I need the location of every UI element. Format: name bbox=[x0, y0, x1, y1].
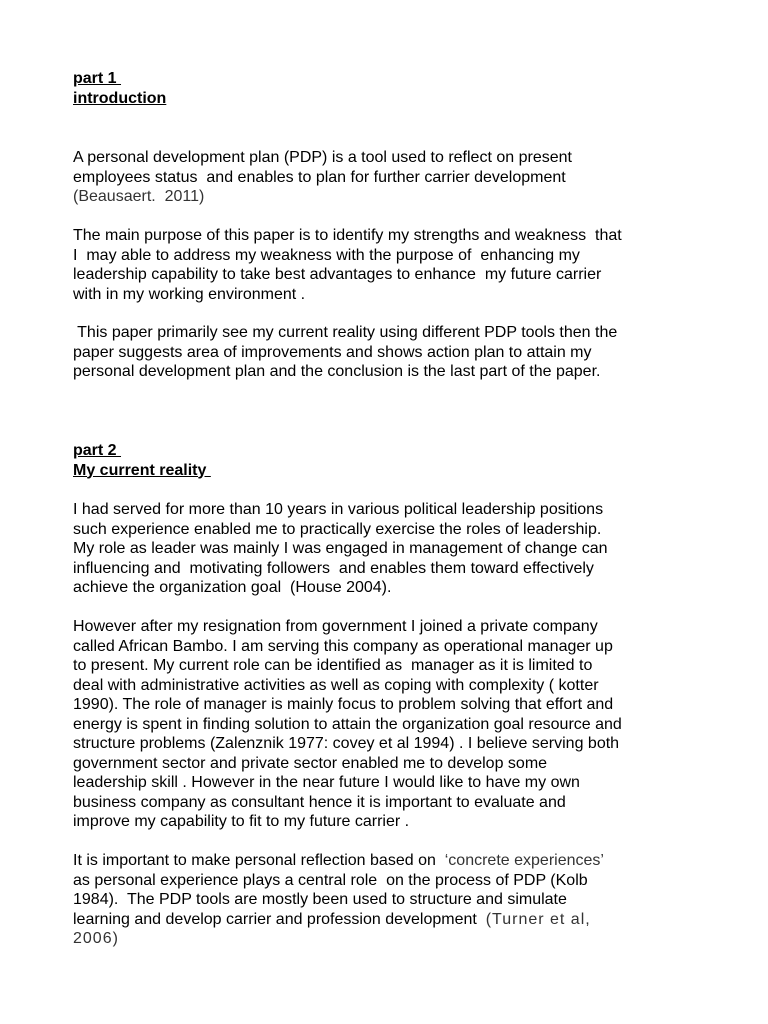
part2-heading bbox=[73, 441, 211, 480]
part1-title: introduction bbox=[73, 89, 167, 107]
part2-paragraph-1 bbox=[73, 500, 713, 598]
part2-title: My current reality bbox=[73, 461, 211, 479]
part1-paragraph-3 bbox=[73, 323, 713, 382]
part1-paragraph-1 bbox=[73, 148, 713, 207]
paragraph-text: It is important to make personal reflection based on bbox=[73, 852, 445, 869]
paragraph-line: 1984). The PDP tools are mostly been used to structure and simulate bbox=[73, 891, 567, 908]
paragraph-line: structure problems (Zalenznik 1977: covey et al 1994) . I believe serving both bbox=[73, 735, 620, 752]
paragraph-line: The main purpose of this paper is to identify my strengths and weakness that bbox=[73, 227, 622, 244]
paragraph-line: business company as consultant hence it is important to evaluate and bbox=[73, 793, 566, 811]
paragraph-line: energy is spent in finding solution to attain the organization goal resource and bbox=[73, 715, 622, 733]
paragraph-line: 1990). The role of manager is mainly focus to problem solving that effort and bbox=[73, 696, 614, 713]
paragraph-text: learning and develop carrier and profession development bbox=[73, 910, 486, 928]
part2-paragraph-3 bbox=[73, 851, 713, 949]
paragraph-line: improve my capability to fit to my future carrier . bbox=[73, 813, 410, 830]
paragraph-line: paper suggests area of improvements and shows action plan to attain my bbox=[73, 343, 592, 361]
part1-paragraph-2 bbox=[73, 226, 713, 304]
paragraph-line: deal with administrative activities as well as coping with complexity ( kotter bbox=[73, 676, 599, 694]
paragraph-line: I had served for more than 10 years in various political leadership positions bbox=[73, 501, 604, 518]
citation: (Turner et al, bbox=[485, 910, 591, 928]
paragraph-line: as personal experience plays a central role on the process of PDP (Kolb bbox=[73, 871, 588, 889]
paragraph-line: My role as leader was mainly I was engaged in management of change can bbox=[73, 540, 608, 557]
part2-paragraph-2 bbox=[73, 617, 713, 832]
citation: (Beausaert. 2011) bbox=[73, 188, 205, 205]
citation: 2006) bbox=[73, 930, 119, 947]
quoted-phrase: ‘concrete experiences’ bbox=[444, 852, 604, 869]
part1-heading bbox=[73, 69, 166, 108]
paragraph-line bbox=[73, 910, 713, 930]
paragraph-line: I may able to address my weakness with the purpose of enhancing my bbox=[73, 246, 580, 264]
paragraph-line: called African Bambo. I am serving this company as operational manager up bbox=[73, 637, 613, 655]
paragraph-line: with in my working environment . bbox=[73, 285, 306, 303]
paragraph-line: such experience enabled me to practically exercise the roles of leadership. bbox=[73, 520, 602, 538]
paragraph-line: A personal development plan (PDP) is a tool used to reflect on present bbox=[73, 149, 572, 166]
paragraph-line: influencing and motivating followers and enables them toward effectively bbox=[73, 559, 594, 577]
paragraph-line: employees status and enables to plan for further carrier development bbox=[73, 168, 566, 186]
paragraph-line bbox=[73, 851, 713, 871]
paragraph-line: leadership skill . However in the near future I would like to have my own bbox=[73, 774, 580, 791]
part1-label: part 1 bbox=[73, 70, 122, 87]
paragraph-line: leadership capability to take best advantages to enhance my future carrier bbox=[73, 266, 602, 283]
paragraph-line: personal development plan and the conclusion is the last part of the paper. bbox=[73, 363, 601, 380]
paragraph-line: achieve the organization goal (House 2004). bbox=[73, 579, 392, 596]
paragraph-line: to present. My current role can be identified as manager as it is limited to bbox=[73, 657, 593, 674]
paragraph-line: However after my resignation from government I joined a private company bbox=[73, 618, 598, 635]
paragraph-line: government sector and private sector enabled me to develop some bbox=[73, 754, 548, 772]
paragraph-line: This paper primarily see my current reality using different PDP tools then the bbox=[73, 324, 618, 341]
part2-label: part 2 bbox=[73, 442, 122, 459]
